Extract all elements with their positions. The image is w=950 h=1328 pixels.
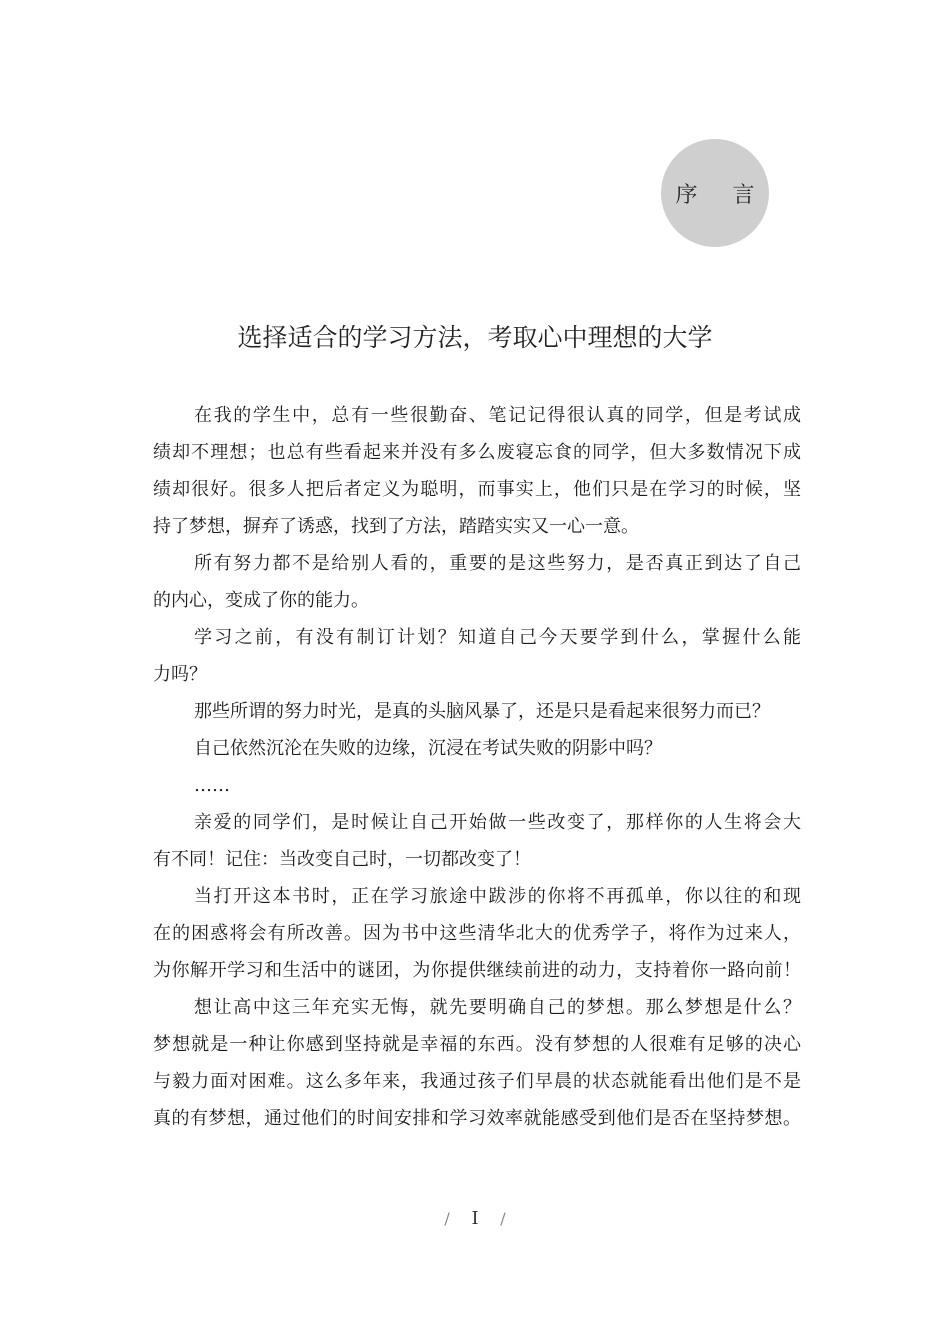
paragraph-line: 有不同！记住：当改变自己时，一切都改变了！ xyxy=(153,849,531,870)
preface-label: 序 言 xyxy=(675,182,769,208)
paragraph-line: 绩却不理想；也总有些看起来并没有多么废寝忘食的同学，但大多数情况下成 xyxy=(153,442,801,463)
paragraph-line: 绩却很好。很多人把后者定义为聪明，而事实上，他们只是在学习的时候，坚 xyxy=(153,479,801,500)
ellipsis-line: …… xyxy=(194,775,230,796)
paragraph-line: 为你解开学习和生活中的谜团，为你提供继续前进的动力，支持着你一路向前！ xyxy=(153,960,801,981)
body-text xyxy=(153,397,801,1137)
paragraph-line: 自己依然沉沦在失败的边缘，沉浸在考试失败的阴影中吗？ xyxy=(194,738,662,759)
paragraph-line: 的内心，变成了你的能力。 xyxy=(153,590,369,611)
page-title: 选择适合的学习方法，考取心中理想的大学 xyxy=(237,323,713,352)
page-folio xyxy=(0,1208,950,1229)
paragraph-line: 在我的学生中，总有一些很勤奋、笔记记得很认真的同学，但是考试成 xyxy=(194,405,801,426)
paragraph-line: 在的困惑将会有所改善。因为书中这些清华北大的优秀学子，将作为过来人， xyxy=(153,923,801,944)
preface-badge xyxy=(661,139,769,247)
paragraph-line: 真的有梦想，通过他们的时间安排和学习效率就能感受到他们是否在坚持梦想。 xyxy=(153,1108,801,1129)
paragraph-line: 那些所谓的努力时光，是真的头脑风暴了，还是只是看起来很努力而已？ xyxy=(194,701,770,722)
paragraph-line: 梦想就是一种让你感到坚持就是幸福的东西。没有梦想的人很难有足够的决心 xyxy=(153,1034,801,1055)
paragraph-line: 所有努力都不是给别人看的，重要的是这些努力，是否真正到达了自己 xyxy=(194,553,801,574)
paragraph-line: 亲爱的同学们，是时候让自己开始做一些改变了，那样你的人生将会大 xyxy=(194,812,801,833)
paragraph-line: 当打开这本书时，正在学习旅途中跋涉的你将不再孤单，你以往的和现 xyxy=(194,886,801,907)
paragraph-line: 持了梦想，摒弃了诱惑，找到了方法，踏踏实实又一心一意。 xyxy=(153,516,639,537)
page-number: I xyxy=(471,1208,479,1229)
folio-separator-right: / xyxy=(500,1209,506,1228)
folio-separator-left: / xyxy=(444,1209,450,1228)
paragraph-line: 学习之前，有没有制订计划？知道自己今天要学到什么，掌握什么能 xyxy=(194,627,801,648)
paragraph-line: 想让高中这三年充实无悔，就先要明确自己的梦想。那么梦想是什么？ xyxy=(194,997,801,1018)
paragraph-line: 力吗？ xyxy=(153,664,207,685)
paragraph-line: 与毅力面对困难。这么多年来，我通过孩子们早晨的状态就能看出他们是不是 xyxy=(153,1071,801,1092)
